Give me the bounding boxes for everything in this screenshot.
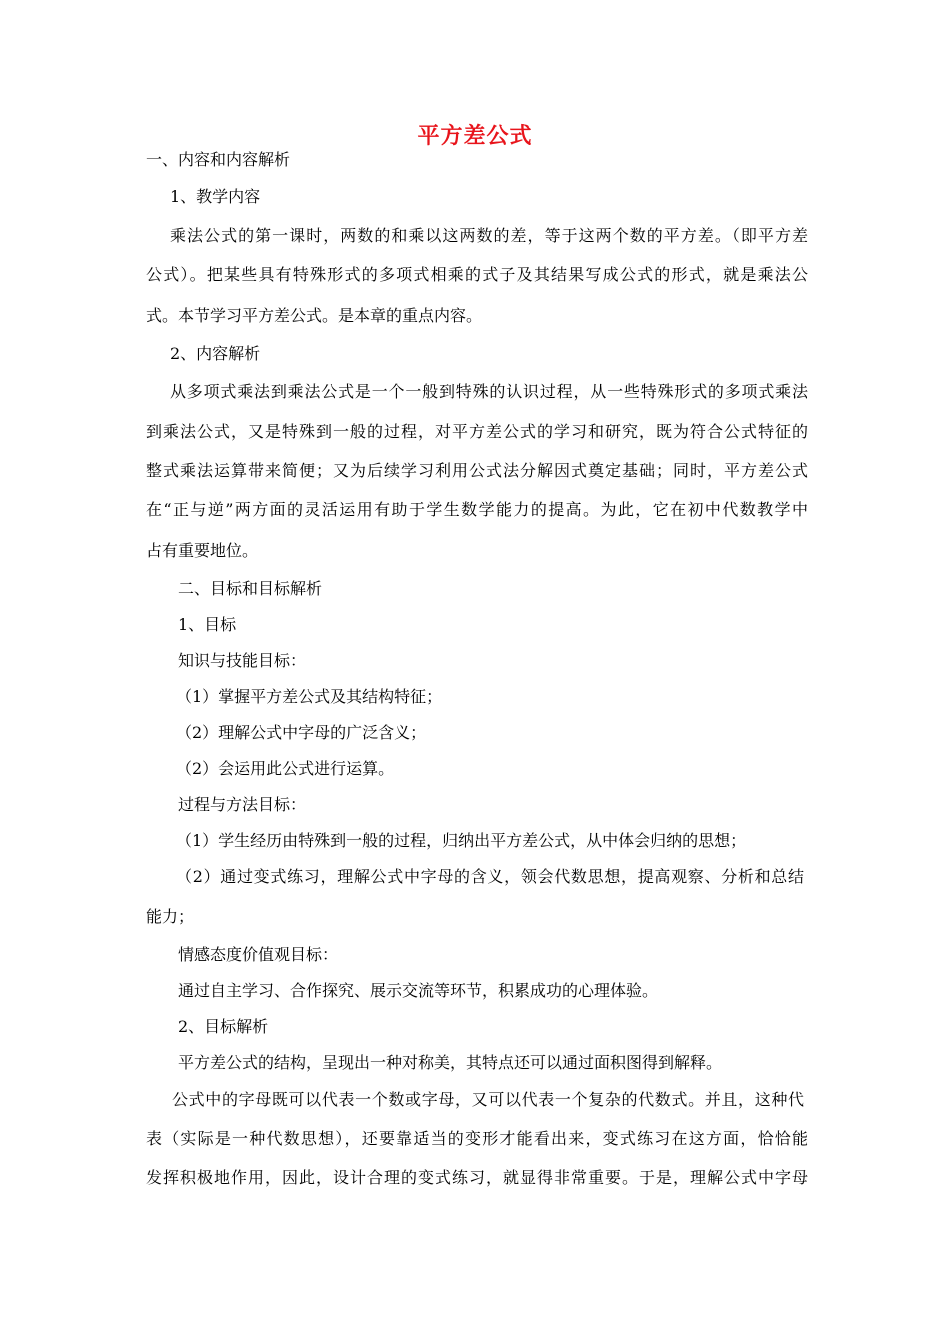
paragraph-line: 在“正与逆”两方面的灵活运用有助于学生数学能力的提高。为此，它在初中代数教学中 [146,500,808,519]
paragraph-line: 到乘法公式，又是特殊到一般的过程，对平方差公式的学习和研究，既为符合公式特征的 [146,422,808,441]
goal-item: （2）理解公式中字母的广泛含义； [176,723,427,742]
paragraph-line: 公式）。把某些具有特殊形式的多项式相乘的式子及其结果写成公式的形式，就是乘法公 [146,265,808,284]
paragraph-line: 平方差公式的结构，呈现出一种对称美，其特点还可以通过面积图得到解释。 [178,1053,723,1072]
paragraph-line: 占有重要地位。 [146,541,259,560]
subheading-teaching-content: 1、教学内容 [170,187,261,206]
goal-item-continuation: 能力； [146,907,195,926]
goal-item: （2）会运用此公式进行运算。 [176,759,395,778]
paragraph-line: 式。本节学习平方差公式。是本章的重点内容。 [146,306,483,325]
paragraph-line: 整式乘法运算带来简便；又为后续学习利用公式法分解因式奠定基础；同时，平方差公式 [146,461,808,480]
section-heading-1: 一、内容和内容解析 [146,150,291,169]
section-heading-2: 二、目标和目标解析 [178,579,323,598]
paragraph-line: 发挥积极地作用，因此，设计合理的变式练习，就显得非常重要。于是，理解公式中字母 [146,1168,808,1187]
paragraph-line: 从多项式乘法到乘法公式是一个一般到特殊的认识过程，从一些特殊形式的多项式乘法 [170,382,808,401]
subheading-content-analysis: 2、内容解析 [170,344,261,363]
paragraph-line: 公式中的字母既可以代表一个数或字母，又可以代表一个复杂的代数式。并且，这种代 [172,1090,804,1109]
goal-category: 过程与方法目标： [178,795,307,814]
goal-item: （2）通过变式练习，理解公式中字母的含义，领会代数思想，提高观察、分析和总结 [176,867,804,886]
goal-item: （1）掌握平方差公式及其结构特征； [176,687,443,706]
paragraph-line: 乘法公式的第一课时，两数的和乘以这两数的差，等于这两个数的平方差。（即平方差 [170,226,808,245]
subheading-goals: 1、目标 [178,615,237,634]
goal-category: 情感态度价值观目标： [178,945,339,964]
goal-item: 通过自主学习、合作探究、展示交流等环节，积累成功的心理体验。 [178,981,659,1000]
document-title: 平方差公式 [417,123,533,149]
subheading-goal-analysis: 2、目标解析 [178,1017,269,1036]
goal-item: （1）学生经历由特殊到一般的过程，归纳出平方差公式，从中体会归纳的思想； [176,831,747,850]
goal-category: 知识与技能目标： [178,651,307,670]
paragraph-line: 表（实际是一种代数思想），还要靠适当的变形才能看出来，变式练习在这方面，恰恰能 [146,1129,808,1148]
